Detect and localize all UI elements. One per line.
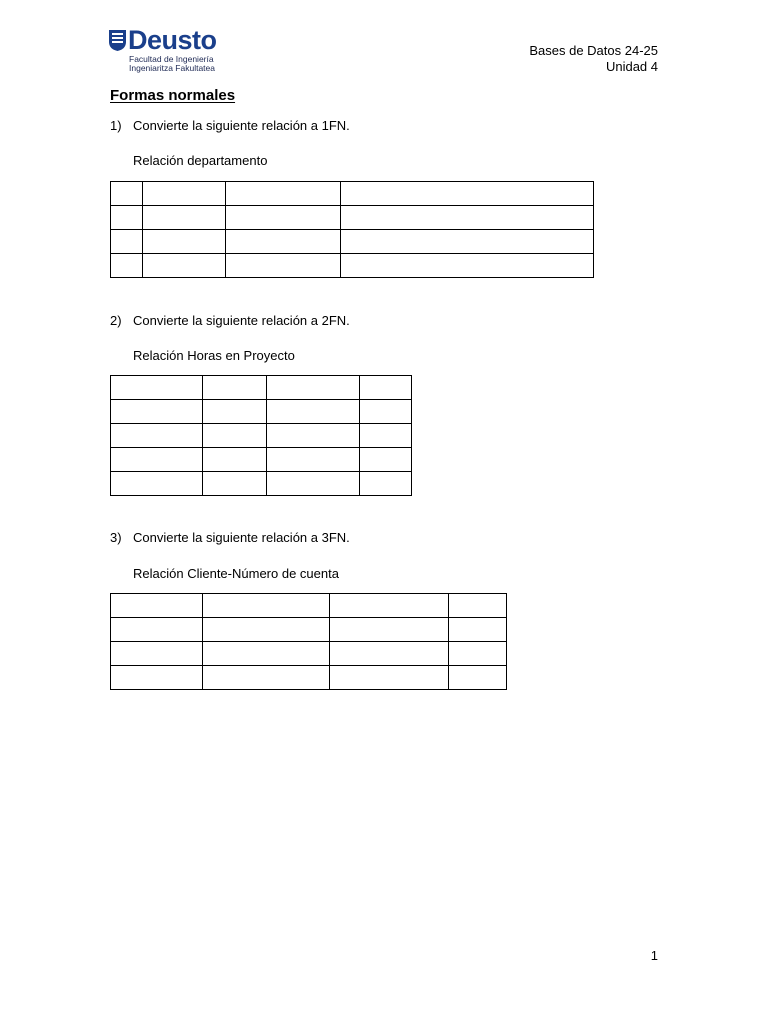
logo-brand: Deusto (128, 25, 217, 55)
question-1-text: Convierte la siguiente relación a 1FN. (133, 118, 350, 133)
table-row (111, 472, 412, 496)
question-3-number: 3) (110, 530, 122, 545)
table-row (111, 424, 412, 448)
logo-subtitle-1: Facultad de Ingeniería (129, 54, 214, 64)
table-row (111, 376, 412, 400)
shield-icon (109, 30, 126, 51)
question-1-relation: Relación departamento (133, 153, 268, 168)
deusto-logo (109, 25, 269, 75)
question-1-number: 1) (110, 118, 122, 133)
question-3-text: Convierte la siguiente relación a 3FN. (133, 530, 350, 545)
logo-subtitle-2: Ingeniaritza Fakultatea (129, 63, 215, 73)
table-row (111, 206, 594, 230)
table-row (111, 666, 507, 690)
relation-table-cliente-cuenta (110, 593, 507, 690)
page-number: 1 (650, 948, 658, 963)
question-2-number: 2) (110, 313, 122, 328)
table-row (111, 254, 594, 278)
table-row (111, 448, 412, 472)
table-row (111, 400, 412, 424)
question-2-relation: Relación Horas en Proyecto (133, 348, 295, 363)
course-name: Bases de Datos 24-25 (529, 43, 658, 58)
page-title: Formas normales (110, 87, 236, 104)
unit-name: Unidad 4 (605, 59, 658, 74)
table-row (111, 618, 507, 642)
table-row (111, 182, 594, 206)
table-row (111, 642, 507, 666)
relation-table-departamento (110, 181, 594, 278)
table-row (111, 230, 594, 254)
question-3-relation: Relación Cliente-Número de cuenta (133, 566, 339, 581)
relation-table-horas-proyecto (110, 375, 412, 496)
table-row (111, 594, 507, 618)
question-2-text: Convierte la siguiente relación a 2FN. (133, 313, 350, 328)
header-course-info (529, 43, 658, 75)
